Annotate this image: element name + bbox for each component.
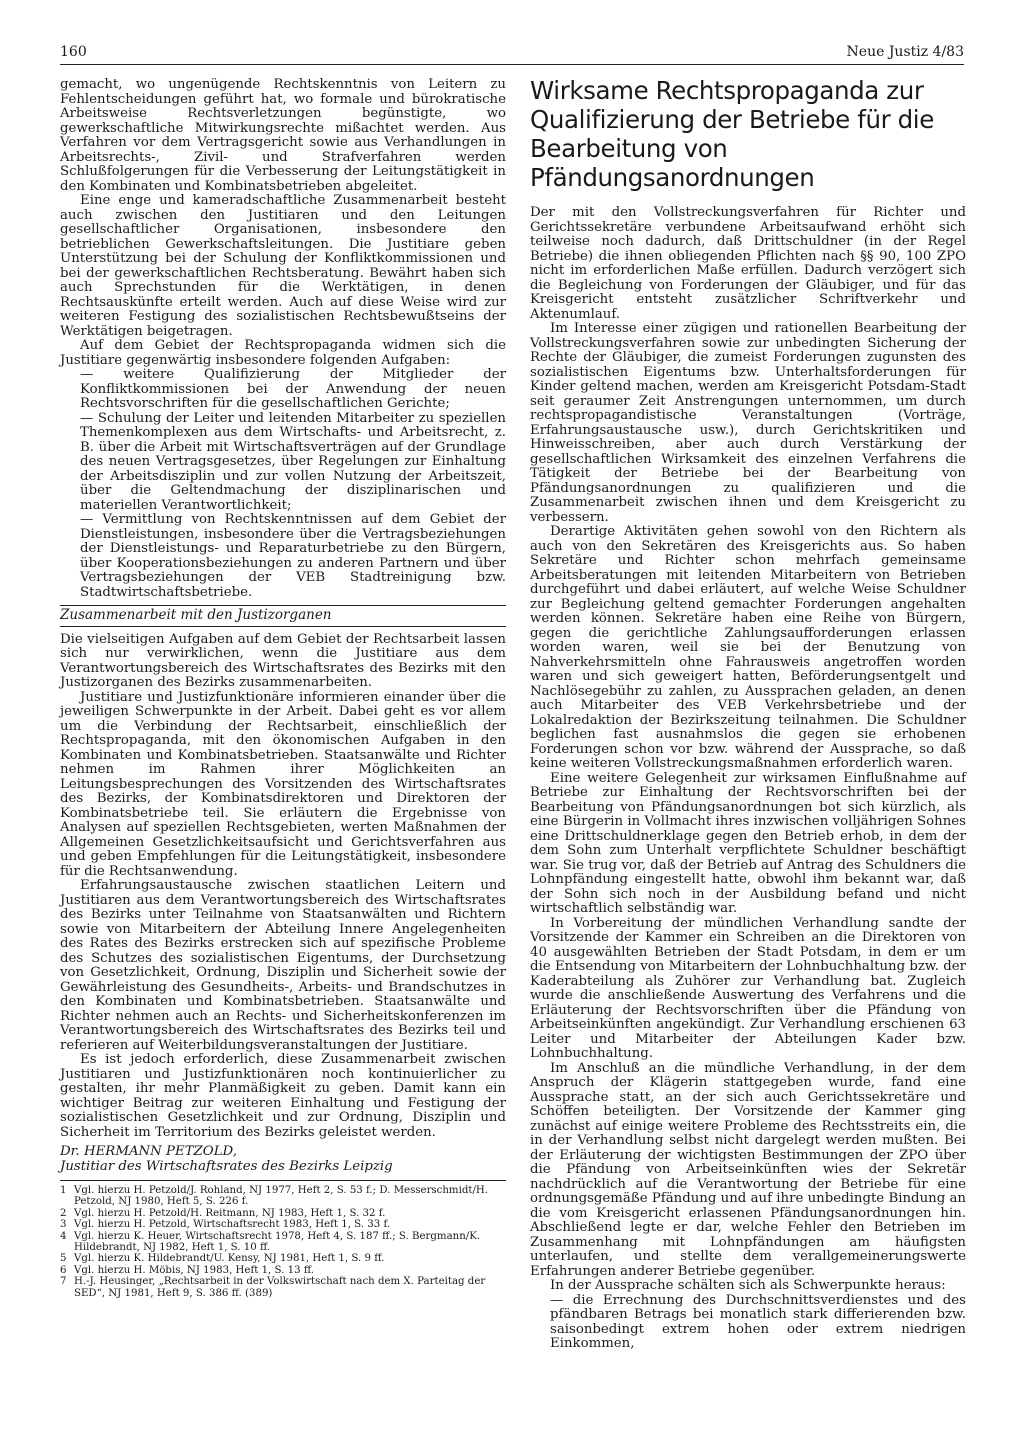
article-headline: Wirksame Rechtspropaganda zur Qualifizierung der Betriebe für die Bearbeitung von Pfändungsanordnungen [530, 76, 934, 192]
paragraph: Eine enge und kameradschaftliche Zusammenarbeit besteht auch zwischen den Justitiaren und den Leitungen gesellschaftlicher Organisationen, insbesondere den betrieblichen Gewerkschaftsleitungen. Die Justitiare geben Unterstützung bei der Schulung der Konfliktkommissionen und bei der gewerkschaftlichen Rechtsberatung. Bewährt haben sich auch Sprechstunden für die Werktätigen, in denen Rechtsauskünfte erteilt werden. Auch auf diese Weise wird zur weiteren Festigung des sozialistischen Rechtsbewußtseins der Werktätigen beigetragen. [60, 193, 506, 339]
footnote: 4 Vgl. hierzu K. Heuer, Wirtschaftsrecht 1978, Heft 4, S. 187 ff.; S. Bergmann/K. Hildebrandt, NJ 1982, Heft 1, S. 10 ff. [60, 1230, 481, 1254]
list-item: — Schulung der Leiter und leitenden Mitarbeiter zu speziellen Themenkomplexen aus dem Wirtschafts- und Arbeitsrecht, z. B. über die Arbeit mit Wirtschaftsverträgen auf der Grundlage des neuen Vertragsgesetzes, über Regelungen zur Einhaltung der Arbeitsdisziplin und zur vollen Nutzung der Arbeitszeit, über die Geltendmachung der disziplinarischen und materiellen Verantwortlichkeit; [80, 410, 506, 513]
author-signature [60, 1144, 506, 1174]
page-header [60, 44, 964, 65]
list-item: — die Errechnung des Durchschnittsverdienstes und des pfändbaren Betrags bei monatlich stark differierenden bzw. saisonbedingt extrem hohen oder extrem niedrigen Einkommen, [550, 1292, 966, 1351]
author-role: Justitiar des Wirtschaftsrates des Bezirks Leipzig [60, 1159, 393, 1174]
paragraph: In der Aussprache schälten sich als Schwerpunkte heraus: [550, 1278, 946, 1293]
footnote: 5 Vgl. hierzu K. Hildebrandt/U. Kensy, NJ 1981, Heft 1, S. 9 ff. [60, 1253, 385, 1265]
footnote: 7 H.-J. Heusinger, „Rechtsarbeit in der Volkswirtschaft nach dem X. Parteitag der SED“, NJ 1981, Heft 9, S. 386 ff. (389) [60, 1276, 486, 1299]
author-name: Dr. HERMANN PETZOLD, [60, 1144, 237, 1159]
journal-issue: Neue Justiz 4/83 [846, 44, 964, 60]
list-item: — weitere Qualifizierung der Mitglieder der Konfliktkommissionen bei der Anwendung der neuen Rechtsvorschriften für die gesellschaftlichen Gerichte; [80, 367, 506, 411]
paragraph: Im Anschluß an die mündliche Verhandlung, in der dem Anspruch der Klägerin stattgegeben wurde, fand eine Aussprache statt, an der sich auch Gerichtssekretäre und Schöffen beteiligten. Der Vorsitzende der Kammer ging zunächst auf einige weitere Probleme des Rechtsstreits ein, die in der Verhandlung selbst nicht dargelegt werden mußten. Bei der Erläuterung der wichtigsten Bestimmungen der ZPO über die Pfändung von Arbeitseinkünften wies der Sekretär nachdrücklich auf die Verantwortung der Betriebe für eine ordnungsgemäße Pfändung und auf ihre unbedingte Bindung an die vom Kreisgericht erlassenen Pfändungsanordnungen hin. Abschließend legte er dar, welche Fehler den Betrieben im Zusammenhang mit Lohnpfändungen am häufigsten unterlaufen, und stellte dem verallgemeinerungswerte Erfahrungen anderer Betriebe gegenüber. [530, 1060, 966, 1279]
right-column [530, 78, 966, 1352]
paragraph: In Vorbereitung der mündlichen Verhandlung sandte der Vorsitzende der Kammer ein Schreiben an die Direktoren von 40 ausgewählten Betrieben der Stadt Potsdam, in dem er um die Entsendung von Mitarbeitern der Lohnbuchhaltung bzw. der Kaderabteilung als Zuhörer zur Verhandlung bat. Zugleich wurde die anschließende Auswertung des Verfahrens und die Erläuterung der Rechtsvorschriften über die Pfändung von Arbeitseinkünften angekündigt. Zur Verhandlung erschienen 63 Leiter und Mitarbeiter der Abteilungen Kader bzw. Lohnbuchhaltung. [530, 915, 966, 1061]
paragraph: Im Interesse einer zügigen und rationellen Bearbeitung der Vollstreckungsverfahren sowie zur unbedingten Sicherung der Rechte der Gläubiger, die zumeist Forderungen zugunsten des sozialistischen Eigentums bzw. Unterhaltsforderungen für Kinder geltend machen, werden am Kreisgericht Potsdam-Stadt seit geraumer Zeit Anstrengungen unternommen, um durch rechtspropagandistische Veranstaltungen (Vorträge, Erfahrungsaustausche usw.), durch Gerichtskritiken und Hinweisschreiben, aber auch durch Verstärkung der gesellschaftlichen Wirksamkeit des einzelnen Verfahrens die Tätigkeit der Betriebe bei der Bearbeitung von Pfändungsanordnungen zu qualifizieren und die Zusammenarbeit zwischen ihnen und dem Kreisgericht zu verbessern. [530, 321, 966, 525]
paragraph: Erfahrungsaustausche zwischen staatlichen Leitern und Justitiaren aus dem Verantwortungsbereich des Wirtschaftsrates des Bezirks unter Teilnahme von Staatsanwälten und Richtern sowie von Mitarbeitern der Abteilung Innere Angelegenheiten des Rates des Bezirks erstrecken sich auf spezifische Probleme des Schutzes des sozialistischen Eigentums, der Durchsetzung von Gesetzlichkeit, Ordnung, Disziplin und Sicherheit sowie der Gewährleistung des Gesundheits-, Arbeits- und Brandschutzes in den Kombinaten und Kombinatsbetrieben. Staatsanwälte und Richter nehmen auch an Rechts- und Sicherheitskonferenzen im Verantwortungsbereich des Wirtschaftsrates des Bezirks teil und referieren auf Weiterbildungsveranstaltungen der Justitiare. [60, 878, 506, 1053]
paragraph: Der mit den Vollstreckungsverfahren für Richter und Gerichtssekretäre verbundene Arbeitsaufwand erhöht sich teilweise noch dadurch, daß Drittschuldner (in der Regel Betriebe) die ihnen obliegenden Pflichten nach §§ 90, 100 ZPO nicht im erforderlichen Maße erfüllen. Dadurch verzögert sich die Begleichung von Forderungen der Gläubiger, und für das Kreisgericht entsteht zusätzlicher Schriftverkehr und Aktenumlauf. [530, 205, 966, 322]
footnotes [60, 1180, 506, 1299]
paragraph: Es ist jedoch erforderlich, diese Zusammenarbeit zwischen Justitiaren und Justizfunktionären noch kontinuierlicher zu gestalten, ihr mehr Planmäßigkeit zu geben. Damit kann ein wichtiger Beitrag zur weiteren Einhaltung und Festigung der sozialistischen Gesetzlichkeit und zur Ordnung, Disziplin und Sicherheit im Territorium des Bezirks geleistet werden. [60, 1052, 506, 1140]
page-number: 160 [60, 44, 87, 60]
paragraph: gemacht, wo ungenügende Rechtskenntnis von Leitern zu Fehlentscheidungen geführt hat, wo formale und bürokratische Arbeitsweise Rechtsverletzungen begünstigte, wo gewerkschaftliche Mitwirkungsrechte mißachtet werden. Aus Verfahren vor dem Vertragsgericht sowie aus Verhandlungen in Arbeitsrechts-, Zivil- und Strafverfahren werden Schlußfolgerungen für die Verbesserung der Leitungstätigkeit in den Kombinaten und Kombinatsbetrieben abgeleitet. [60, 77, 506, 194]
footnote: 2 Vgl. hierzu H. Petzold/H. Reitmann, NJ 1983, Heft 1, S. 32 f. [60, 1207, 386, 1219]
section-subheading: Zusammenarbeit mit den Justizorganen [60, 605, 506, 627]
left-column [60, 78, 506, 1299]
paragraph: Justitiare und Justizfunktionäre informieren einander über die jeweiligen Schwerpunkte in der Arbeit. Dabei geht es vor allem um die Verbindung der Rechtsarbeit, einschließlich der Rechtspropaganda, mit den ökonomischen Aufgaben in den Kombinaten und Kombinatsbetrieben. Staatsanwälte und Richter nehmen im Rahmen ihrer Möglichkeiten an Leitungsbesprechungen des Vorsitzenden des Wirtschaftsrates des Bezirks, der Kombinatsdirektoren und Direktoren der Kombinatsbetriebe teil. Sie erläutern die Ergebnisse von Analysen auf speziellen Rechtsgebieten, werten Maßnahmen der Allgemeinen Gesetzlichkeitsaufsicht und Gerichtsverfahren aus und geben Empfehlungen für die Leitungstätigkeit, insbesondere für die Rechtsanwendung. [60, 689, 506, 879]
paragraph: Die vielseitigen Aufgaben auf dem Gebiet der Rechtsarbeit lassen sich nur verwirklichen, wenn die Justitiare aus dem Verantwortungsbereich des Wirtschaftsrates des Bezirks mit den Justizorganen des Bezirks zusammenarbeiten. [60, 631, 506, 690]
footnote: 6 Vgl. hierzu H. Möbis, NJ 1983, Heft 1, S. 13 ff. [60, 1264, 314, 1276]
paragraph: Derartige Aktivitäten gehen sowohl von den Richtern als auch von den Sekretären des Kreisgerichts aus. So haben Sekretäre und Richter schon mehrfach gemeinsame Arbeitsberatungen mit leitenden Mitarbeitern von Betrieben durchgeführt und dabei erläutert, auf welche Weise Schuldner zur Begleichung geltend gemachter Forderungen angehalten werden können. Sekretäre haben eine Reihe von Bürgern, gegen die gerichtliche Zahlungsaufforderungen erlassen worden waren, weil sie bei der Benutzung von Nahverkehrsmitteln ohne Fahrausweis angetroffen worden waren und sich geweigert hatten, Beförderungsentgelt und Nachlösegebühr zu zahlen, zu Aussprachen geladen, an denen auch Mitarbeiter des VEB Verkehrsbetriebe und der Lokalredaktion der Bezirkszeitung teilnahmen. Die Schuldner beglichen fast ausnahmslos die gegen sie erhobenen Forderungen schon vor bzw. während der Aussprache, so daß keine weiteren Vollstreckungsmaßnahmen erforderlich waren. [530, 524, 966, 771]
list-item: — Vermittlung von Rechtskenntnissen auf dem Gebiet der Dienstleistungen, insbesondere über die Vertragsbeziehungen der Dienstleistungs- und Reparaturbetriebe zu den Bürgern, über Kooperationsbeziehungen zu anderen Partnern und über Vertragsbeziehungen der VEB Stadtreinigung bzw. Stadtwirtschaftsbetriebe. [80, 512, 506, 600]
paragraph: Eine weitere Gelegenheit zur wirksamen Einflußnahme auf Betriebe zur Einhaltung der Rechtsvorschriften bei der Bearbeitung von Pfändungsanordnungen bot sich kürzlich, als eine Bürgerin in Vollmacht ihres inzwischen volljährigen Sohnes eine Drittschuldnerklage gegen den Betrieb erhob, in dem der dem Sohn zum Unterhalt verpflichtete Schuldner beschäftigt war. Sie trug vor, daß der Betrieb auf Antrag des Schuldners die Lohnpfändung eingestellt hatte, obwohl ihm bekannt war, daß der Sohn sich noch in der Ausbildung befand und nicht wirtschaftlich selbständig war. [530, 770, 966, 916]
footnote: 3 Vgl. hierzu H. Petzold, Wirtschaftsrecht 1983, Heft 1, S. 33 f. [60, 1219, 391, 1231]
paragraph: Auf dem Gebiet der Rechtspropaganda widmen sich die Justitiare gegenwärtig insbesondere folgenden Aufgaben: [60, 338, 506, 368]
footnote: 1 Vgl. hierzu H. Petzold/J. Rohland, NJ 1977, Heft 2, S. 53 f.; D. Messerschmidt/H. Petzold, NJ 1980, Heft 5, S. 226 f. [60, 1185, 489, 1208]
